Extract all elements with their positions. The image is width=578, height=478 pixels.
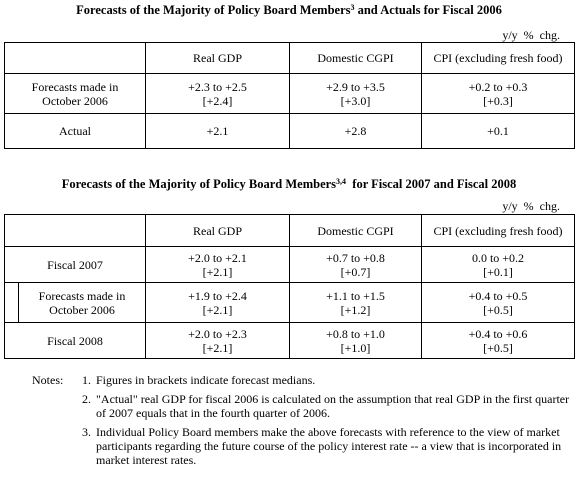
table-row — [5, 247, 575, 283]
data-cell: +0.8 to +1.0 [+1.0] — [290, 323, 422, 359]
data-cell: +2.0 to +2.3 [+2.1] — [146, 323, 290, 359]
row-label: Fiscal 2007 — [5, 247, 146, 283]
table1-col-header: Real GDP — [146, 43, 290, 74]
table2-header-row — [5, 215, 575, 247]
data-cell: +2.3 to +2.5 [+2.4] — [146, 74, 290, 114]
row-label: Actual — [5, 114, 146, 149]
note-item — [32, 425, 572, 467]
data-cell: +2.1 — [146, 114, 290, 149]
table2-title: Forecasts of the Majority of Policy Board Members$^{3,4}$ for Fiscal 2007 and Fiscal 2008 — [61, 177, 517, 191]
table1 — [4, 42, 575, 149]
table2-col-header: CPI (excluding fresh food) — [422, 215, 575, 247]
notes-label: Notes: — [32, 373, 64, 387]
table1-col-header: Domestic CGPI — [290, 43, 422, 74]
data-cell: +0.4 to +0.6 [+0.5] — [422, 323, 575, 359]
note-item — [32, 392, 572, 420]
table1-header-row — [5, 43, 575, 74]
note-text: Figures in brackets indicate forecast medians. — [96, 373, 316, 387]
data-cell: +0.7 to +0.8 [+0.7] — [290, 247, 422, 283]
table2 — [4, 214, 575, 359]
table1-col-header: CPI (excluding fresh food) — [422, 43, 575, 74]
note-number: 2. — [82, 392, 91, 406]
notes — [32, 373, 572, 472]
table1-corner — [5, 43, 146, 74]
data-cell: +0.4 to +0.5 [+0.5] — [422, 283, 575, 323]
row-label: Forecasts made in October 2006 — [5, 74, 146, 114]
data-cell: +1.1 to +1.5 [+1.2] — [290, 283, 422, 323]
data-cell: +1.9 to +2.4 [+2.1] — [146, 283, 290, 323]
table2-corner — [5, 215, 146, 247]
data-cell: +0.2 to +0.3 [+0.3] — [422, 74, 575, 114]
table-row — [5, 323, 575, 359]
table2-col-header: Real GDP — [146, 215, 290, 247]
table-row — [5, 74, 575, 114]
note-item — [32, 373, 572, 387]
data-cell: +2.0 to +2.1 [+2.1] — [146, 247, 290, 283]
data-cell: 0.0 to +0.2 [+0.1] — [422, 247, 575, 283]
note-number: 1. — [82, 373, 91, 387]
table-row — [5, 114, 575, 149]
note-text: Individual Policy Board members make the above forecasts with reference to the view of market participants regarding the future course of the policy interest rate -- a view that is incorporated in market interest rates. — [96, 425, 562, 467]
table-row — [5, 283, 575, 323]
table1-unit: y/y % chg. — [502, 28, 560, 42]
table2-unit: y/y % chg. — [502, 199, 560, 213]
data-cell: +2.9 to +3.5 [+3.0] — [290, 74, 422, 114]
note-number: 3. — [82, 425, 91, 439]
note-text: "Actual" real GDP for fiscal 2006 is calculated on the assumption that real GDP in the first quarter of 2007 equals that in the fourth quarter of 2006. — [96, 392, 570, 420]
data-cell: +2.8 — [290, 114, 422, 149]
table1-title: Forecasts of the Majority of Policy Board Members$^3$ and Actuals for Fiscal 2006 — [76, 3, 502, 17]
row-label: Fiscal 2008 — [5, 323, 146, 359]
data-cell: +0.1 — [422, 114, 575, 149]
indent-cell — [5, 283, 19, 323]
table2-col-header: Domestic CGPI — [290, 215, 422, 247]
row-label: Forecasts made in October 2006 — [19, 283, 146, 323]
